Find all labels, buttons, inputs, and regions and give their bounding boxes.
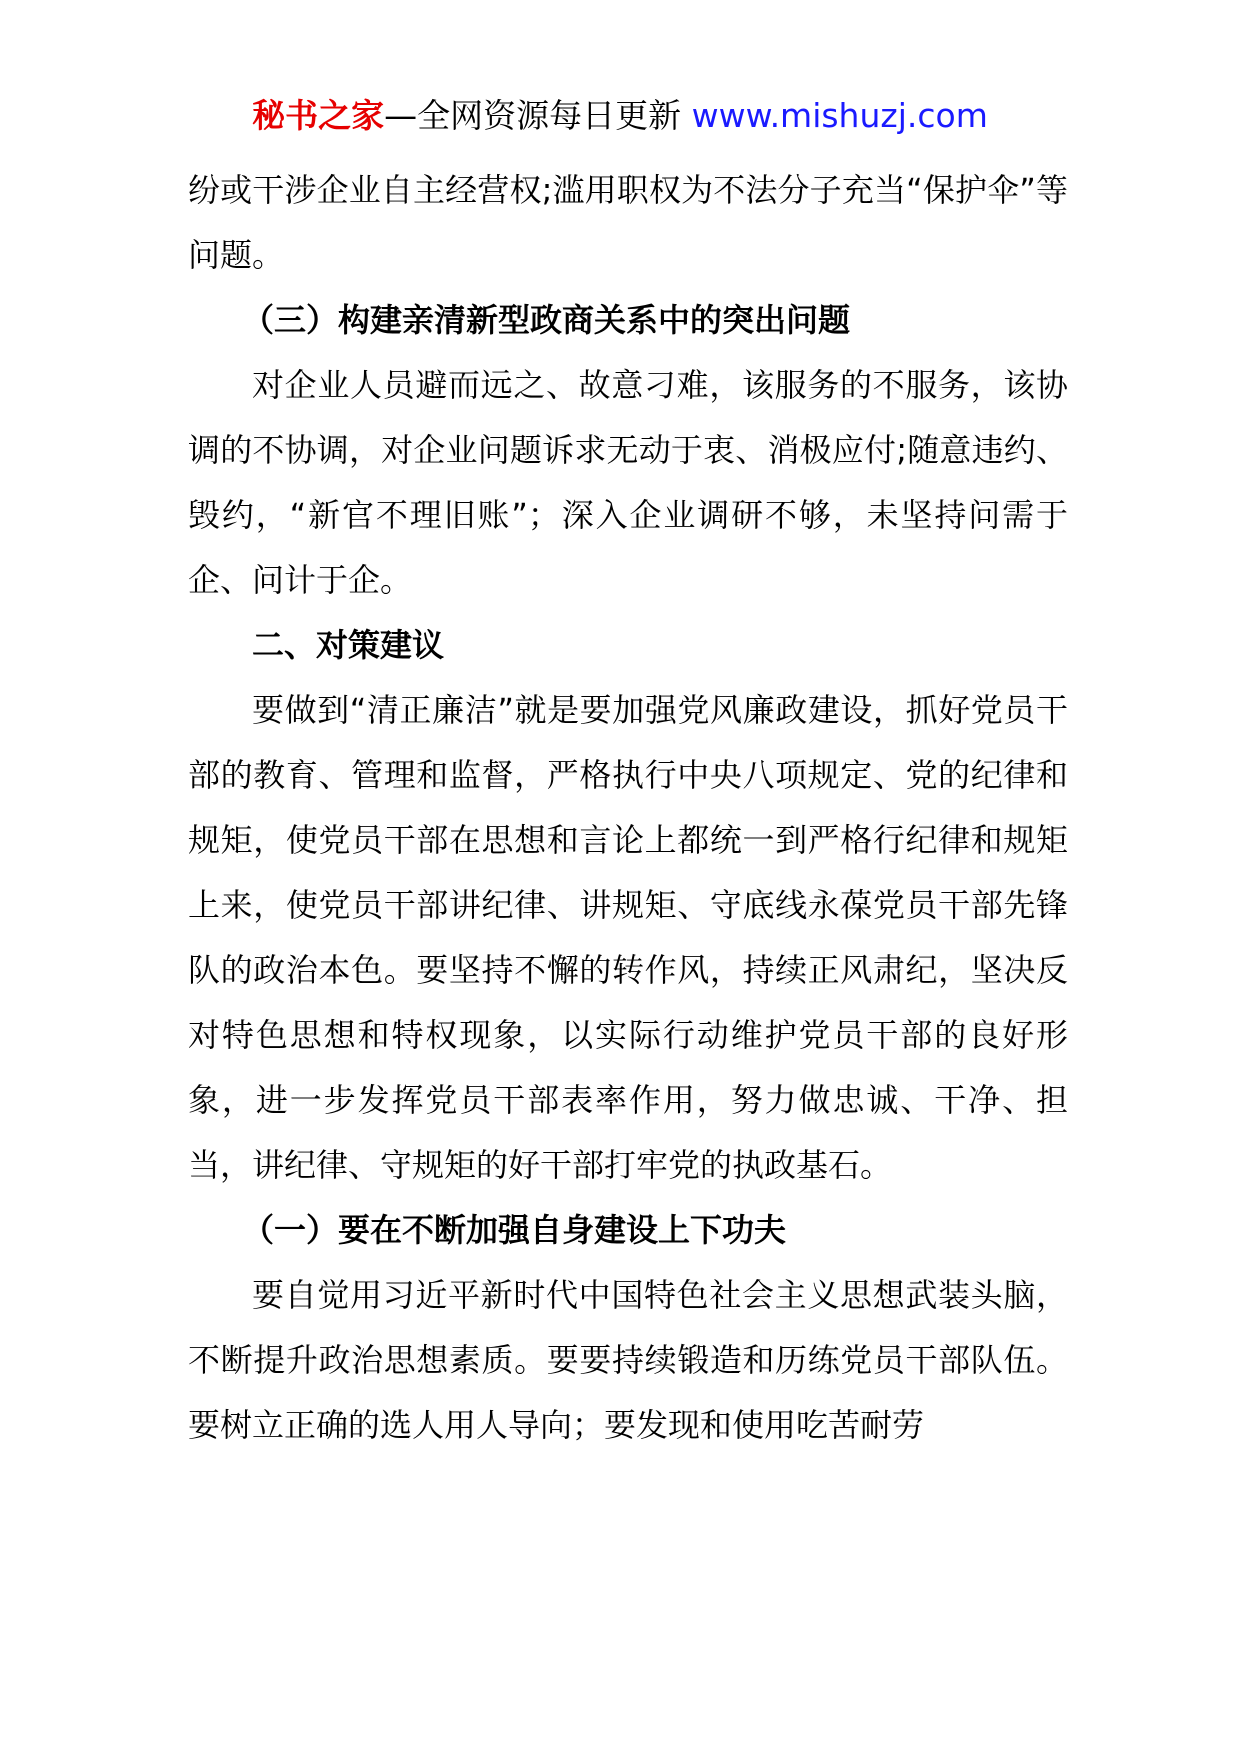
subheading-one: （一）要在不断加强自身建设上下功夫 bbox=[242, 1211, 787, 1249]
paragraph-countermeasures: 要做到“清正廉洁”就是要加强党风廉政建设，抓好党员干部的教育、管理和监督，严格执行中央八项规定、党的纪律和规矩，使党员干部在思想和言论上都统一到严格行纪律和规矩上来，使党员干部讲纪律、讲规矩、守底线永葆党员干部先锋队的政治本色。要坚持不懈的转作风，持续正风肃纪，坚决反对特色思想和特权现象，以实际行动维护党员干部的良好形象，进一步发挥党员干部表率作用，努力做忠诚、干净、担当，讲纪律、守规矩的好干部打牢党的执政基石。 bbox=[188, 691, 1068, 1184]
page-header bbox=[0, 94, 1240, 138]
paragraph-self-building: 要自觉用习近平新时代中国特色社会主义思想武装头脑，不断提升政治思想素质。要要持续锻造和历练党员干部队伍。要树立正确的选人用人导向；要发现和使用吃苦耐劳 bbox=[188, 1276, 1068, 1444]
header-tagline: —全网资源每日更新 bbox=[384, 96, 692, 135]
section-heading-countermeasures: 二、对策建议 bbox=[252, 626, 445, 664]
brand-name: 秘书之家 bbox=[252, 96, 385, 135]
header-url[interactable]: www.mishuzj.com bbox=[691, 96, 988, 135]
document-body bbox=[188, 158, 1068, 1458]
continuation-paragraph: 纷或干涉企业自主经营权;滥用职权为不法分子充当“保护伞”等问题。 bbox=[188, 171, 1068, 274]
paragraph-problems: 对企业人员避而远之、故意刁难，该服务的不服务，该协调的不协调，对企业问题诉求无动于衷、消极应付;随意违约、毁约，“新官不理旧账”；深入企业调研不够，未坚持问需于企、问计于企。 bbox=[188, 366, 1068, 599]
subheading-three: （三）构建亲清新型政商关系中的突出问题 bbox=[242, 301, 851, 339]
